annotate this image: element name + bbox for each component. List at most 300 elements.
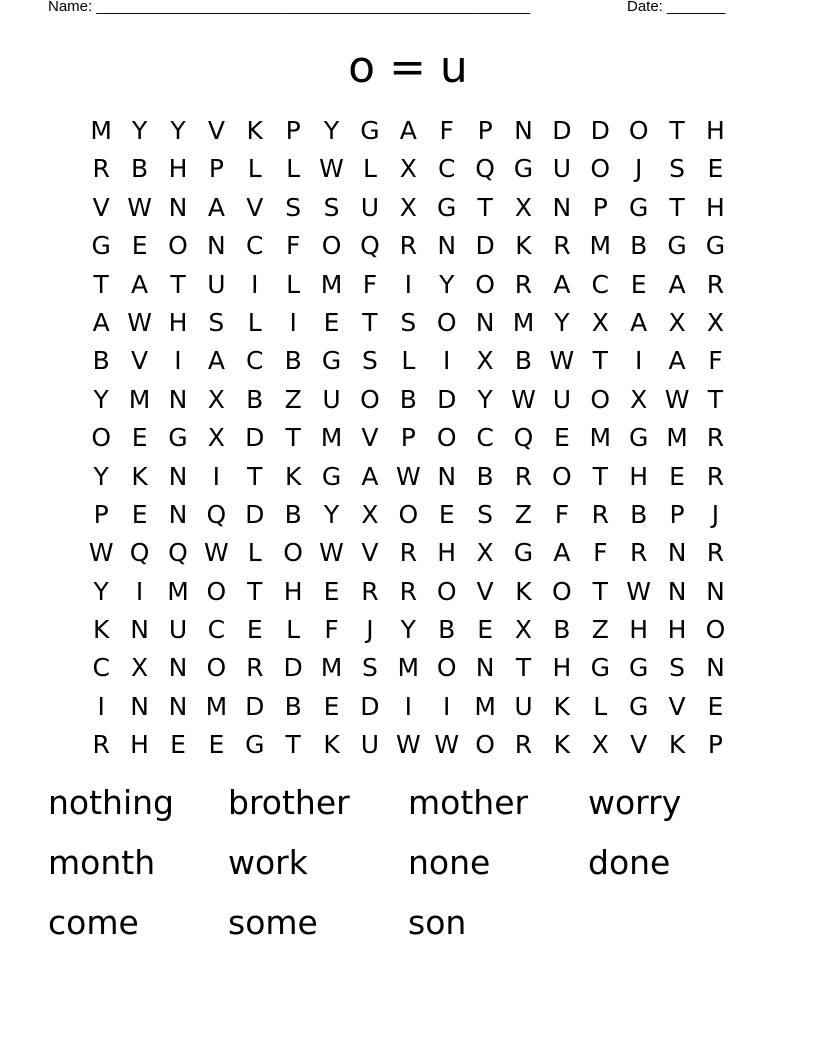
grid-letter: R xyxy=(591,499,609,529)
grid-letter: N xyxy=(552,192,572,222)
grid-letter: O xyxy=(398,499,419,529)
grid-letter: O xyxy=(475,269,495,299)
grid-letter: B xyxy=(630,231,648,261)
grid-letter: L xyxy=(247,307,262,337)
grid-letter: T xyxy=(285,423,301,453)
grid-letter: K xyxy=(515,576,532,606)
grid-letter: V xyxy=(207,116,225,145)
grid-letter: X xyxy=(476,538,494,568)
grid-letter: R xyxy=(246,653,264,683)
grid-letter: A xyxy=(553,269,571,299)
grid-letter: N xyxy=(168,499,188,529)
grid-letter: D xyxy=(283,653,303,683)
grid-letter: P xyxy=(93,499,109,529)
grid-letter: R xyxy=(514,461,533,491)
grid-letter: O xyxy=(206,576,227,606)
grid-letter: F xyxy=(324,615,339,645)
grid-letter: W xyxy=(204,538,229,568)
word-bank-item: work xyxy=(228,843,308,882)
grid-letter: Q xyxy=(513,423,534,453)
grid-letter: P xyxy=(592,192,608,222)
grid-letter: G xyxy=(628,192,649,222)
grid-letter: E xyxy=(553,423,570,453)
grid-row xyxy=(82,534,735,572)
grid-letter: O xyxy=(91,423,112,453)
grid-letter: K xyxy=(131,461,148,491)
grid-letter: O xyxy=(475,730,495,760)
grid-letter: V xyxy=(131,346,149,376)
grid-letter: T xyxy=(592,346,608,376)
grid-letter: A xyxy=(668,346,686,376)
grid-letter: P xyxy=(707,730,723,760)
grid-letter: B xyxy=(284,499,302,529)
grid-row xyxy=(82,112,735,150)
grid-letter: N xyxy=(130,615,149,645)
grid-letter: W xyxy=(88,538,114,568)
date-field-label: Date: _______ xyxy=(627,0,726,15)
grid-letter: T xyxy=(247,461,263,491)
grid-letter: Z xyxy=(514,499,533,529)
grid-letter: C xyxy=(246,231,264,261)
grid-letter: X xyxy=(399,192,417,222)
grid-letter: I xyxy=(634,346,643,376)
grid-row xyxy=(82,419,735,457)
grid-letter: B xyxy=(284,691,302,721)
grid-letter: S xyxy=(285,192,302,222)
grid-letter: T xyxy=(515,653,532,683)
grid-letter: K xyxy=(92,615,110,645)
grid-letter: W xyxy=(127,307,152,337)
grid-letter: H xyxy=(629,461,649,491)
grid-letter: H xyxy=(706,192,725,222)
grid-letter: J xyxy=(711,499,720,529)
grid-letter: L xyxy=(247,538,262,568)
grid-letter: Y xyxy=(323,499,340,529)
grid-letter: E xyxy=(131,423,148,453)
grid-letter: M xyxy=(320,269,343,299)
grid-letter: L xyxy=(593,691,608,721)
grid-letter: T xyxy=(285,730,301,760)
grid-letter: N xyxy=(475,307,495,337)
grid-letter: X xyxy=(706,307,725,337)
grid-letter: I xyxy=(212,461,221,491)
grid-letter: B xyxy=(399,384,417,414)
grid-letter: A xyxy=(207,192,225,222)
grid-letter: Z xyxy=(591,615,609,645)
grid-letter: U xyxy=(552,384,572,414)
grid-letter: D xyxy=(475,231,495,261)
grid-row xyxy=(82,649,735,687)
grid-letter: W xyxy=(127,192,152,222)
grid-letter: X xyxy=(361,499,379,529)
grid-letter: M xyxy=(128,384,151,414)
grid-letter: T xyxy=(669,192,685,222)
grid-letter: K xyxy=(246,116,263,145)
grid-letter: U xyxy=(168,615,188,645)
grid-letter: D xyxy=(245,499,265,529)
word-bank-row xyxy=(48,778,768,838)
grid-letter: G xyxy=(245,730,265,760)
grid-letter: T xyxy=(93,269,109,299)
grid-letter: O xyxy=(590,384,611,414)
grid-letter: N xyxy=(475,653,495,683)
grid-letter: I xyxy=(289,307,297,337)
grid-letter: X xyxy=(591,307,609,337)
grid-row xyxy=(82,227,735,265)
name-field-label: Name: ____________________________________________________ xyxy=(48,0,531,15)
grid-letter: X xyxy=(514,192,533,222)
grid-letter: N xyxy=(168,461,188,491)
grid-letter: G xyxy=(321,461,342,491)
grid-letter: B xyxy=(514,346,533,376)
grid-letter: G xyxy=(590,653,610,683)
grid-letter: R xyxy=(92,154,110,184)
grid-letter: N xyxy=(168,691,188,721)
grid-letter: R xyxy=(629,538,648,568)
grid-letter: F xyxy=(285,231,301,261)
grid-letter: I xyxy=(97,691,105,721)
grid-letter: R xyxy=(706,538,725,568)
grid-row xyxy=(82,573,735,611)
grid-letter: T xyxy=(707,384,724,414)
grid-letter: Y xyxy=(93,461,109,491)
grid-letter: O xyxy=(590,154,611,184)
grid-letter: E xyxy=(170,730,186,760)
word-bank-row xyxy=(48,838,768,898)
grid-letter: S xyxy=(669,653,685,683)
grid-letter: H xyxy=(629,615,649,645)
grid-letter: R xyxy=(92,730,110,760)
grid-letter: T xyxy=(247,576,263,606)
grid-row xyxy=(82,726,735,764)
grid-letter: M xyxy=(320,653,343,683)
grid-row xyxy=(82,496,735,534)
grid-letter: T xyxy=(362,307,378,337)
grid-letter: M xyxy=(90,116,112,145)
grid-letter: E xyxy=(323,691,340,721)
grid-letter: M xyxy=(320,423,343,453)
grid-letter: A xyxy=(361,461,379,491)
grid-letter: F xyxy=(593,538,608,568)
grid-letter: T xyxy=(592,461,608,491)
grid-letter: O xyxy=(283,538,303,568)
grid-letter: O xyxy=(436,653,457,683)
grid-letter: M xyxy=(205,691,228,721)
word-bank xyxy=(48,778,768,958)
grid-letter: D xyxy=(552,116,572,145)
grid-letter: O xyxy=(206,653,227,683)
grid-letter: R xyxy=(706,461,725,491)
grid-letter: X xyxy=(668,307,686,337)
grid-letter: O xyxy=(436,423,457,453)
grid-letter: D xyxy=(245,423,265,453)
grid-letter: V xyxy=(361,423,379,453)
grid-letter: E xyxy=(323,576,340,606)
word-bank-item: nothing xyxy=(48,783,174,822)
grid-letter: Q xyxy=(168,538,188,568)
grid-letter: O xyxy=(552,461,572,491)
grid-letter: Y xyxy=(439,269,455,299)
grid-letter: R xyxy=(706,423,725,453)
grid-letter: X xyxy=(399,154,417,184)
grid-letter: A xyxy=(668,269,686,299)
grid-letter: N xyxy=(207,231,226,261)
grid-letter: N xyxy=(667,538,687,568)
grid-letter: W xyxy=(664,384,690,414)
grid-letter: W xyxy=(395,730,421,760)
grid-letter: H xyxy=(283,576,303,606)
grid-letter: X xyxy=(514,615,533,645)
grid-letter: L xyxy=(401,346,416,376)
grid-letter: Q xyxy=(475,154,495,184)
grid-letter: R xyxy=(399,231,417,261)
grid-letter: O xyxy=(436,576,457,606)
grid-letter: T xyxy=(669,116,685,145)
word-bank-item: son xyxy=(408,903,467,942)
grid-letter: J xyxy=(634,154,643,184)
grid-letter: I xyxy=(404,269,412,299)
word-bank-row xyxy=(48,898,768,958)
page-title: o = u xyxy=(348,42,468,93)
grid-letter: N xyxy=(168,192,188,222)
grid-letter: M xyxy=(474,691,496,721)
word-bank-item: some xyxy=(228,903,318,942)
grid-letter: U xyxy=(207,269,226,299)
grid-letter: R xyxy=(361,576,379,606)
grid-letter: M xyxy=(589,423,612,453)
grid-letter: U xyxy=(360,730,380,760)
grid-letter: O xyxy=(628,116,649,145)
grid-letter: I xyxy=(404,691,412,721)
word-bank-item: brother xyxy=(228,783,350,822)
grid-letter: B xyxy=(553,615,571,645)
grid-letter: O xyxy=(552,576,572,606)
grid-letter: K xyxy=(323,730,340,760)
grid-letter: S xyxy=(361,346,378,376)
grid-letter: B xyxy=(630,499,648,529)
grid-letter: Y xyxy=(131,116,148,145)
grid-letter: V xyxy=(246,192,264,222)
grid-letter: D xyxy=(590,116,610,145)
grid-letter: U xyxy=(552,154,572,184)
word-bank-item: done xyxy=(588,843,671,882)
grid-letter: W xyxy=(549,346,575,376)
grid-letter: G xyxy=(628,691,649,721)
grid-letter: T xyxy=(477,192,493,222)
grid-letter: T xyxy=(592,576,608,606)
grid-letter: D xyxy=(245,691,265,721)
grid-letter: B xyxy=(284,346,302,376)
grid-letter: P xyxy=(477,116,493,145)
grid-letter: X xyxy=(591,730,609,760)
grid-row xyxy=(82,304,735,342)
grid-letter: W xyxy=(395,461,421,491)
grid-letter: W xyxy=(511,384,536,414)
grid-letter: E xyxy=(246,615,263,645)
grid-letter: G xyxy=(91,231,111,261)
grid-letter: P xyxy=(669,499,685,529)
grid-row xyxy=(82,688,735,726)
grid-letter: G xyxy=(628,653,649,683)
grid-letter: E xyxy=(323,307,340,337)
grid-letter: K xyxy=(553,691,571,721)
grid-letter: N xyxy=(168,653,188,683)
grid-letter: N xyxy=(437,231,457,261)
grid-letter: A xyxy=(131,269,149,299)
grid-letter: Y xyxy=(554,307,570,337)
grid-letter: G xyxy=(360,116,380,145)
grid-letter: J xyxy=(366,615,374,645)
grid-letter: I xyxy=(443,691,451,721)
grid-letter: W xyxy=(626,576,652,606)
grid-letter: E xyxy=(131,231,148,261)
grid-letter: H xyxy=(667,615,687,645)
grid-letter: G xyxy=(321,346,342,376)
grid-letter: M xyxy=(666,423,688,453)
grid-letter: B xyxy=(92,346,110,376)
grid-letter: K xyxy=(553,730,571,760)
page-header xyxy=(0,0,816,20)
grid-letter: M xyxy=(589,231,612,261)
grid-letter: O xyxy=(321,231,342,261)
grid-letter: S xyxy=(669,154,685,184)
grid-row xyxy=(82,189,735,227)
grid-letter: X xyxy=(131,653,149,683)
grid-letter: X xyxy=(476,346,494,376)
grid-row xyxy=(82,266,735,304)
grid-letter: O xyxy=(436,307,457,337)
grid-letter: Y xyxy=(170,116,186,145)
grid-letter: Q xyxy=(360,231,380,261)
grid-letter: V xyxy=(92,192,110,222)
grid-letter: G xyxy=(705,231,726,261)
grid-letter: B xyxy=(438,615,456,645)
grid-letter: G xyxy=(513,538,534,568)
grid-letter: A xyxy=(553,538,571,568)
grid-letter: A xyxy=(92,307,110,337)
grid-letter: Y xyxy=(400,615,416,645)
grid-letter: P xyxy=(400,423,416,453)
grid-letter: R xyxy=(514,269,533,299)
grid-letter: V xyxy=(361,538,379,568)
grid-letter: N xyxy=(706,576,725,606)
grid-letter: E xyxy=(131,499,148,529)
grid-letter: G xyxy=(667,231,687,261)
grid-letter: C xyxy=(246,346,264,376)
grid-letter: L xyxy=(247,154,262,184)
grid-letter: E xyxy=(630,269,647,299)
grid-letter: E xyxy=(669,461,685,491)
grid-letter: K xyxy=(284,461,302,491)
grid-row xyxy=(82,381,735,419)
grid-letter: A xyxy=(399,116,417,145)
grid-letter: E xyxy=(707,691,724,721)
grid-letter: O xyxy=(168,231,188,261)
grid-letter: N xyxy=(667,576,687,606)
word-search-grid xyxy=(82,112,735,765)
grid-letter: V xyxy=(630,730,648,760)
grid-letter: Q xyxy=(206,499,227,529)
grid-letter: X xyxy=(207,423,225,453)
grid-letter: Y xyxy=(93,384,109,414)
grid-letter: S xyxy=(400,307,417,337)
grid-letter: S xyxy=(361,653,378,683)
grid-letter: F xyxy=(554,499,570,529)
grid-letter: R xyxy=(399,538,417,568)
grid-letter: D xyxy=(437,384,457,414)
grid-letter: R xyxy=(514,730,533,760)
grid-letter: C xyxy=(207,615,226,645)
grid-letter: V xyxy=(476,576,494,606)
grid-letter: H xyxy=(168,307,188,337)
grid-letter: B xyxy=(476,461,494,491)
grid-letter: L xyxy=(286,615,301,645)
grid-letter: H xyxy=(706,116,725,145)
grid-letter: X xyxy=(630,384,648,414)
grid-letter: K xyxy=(515,231,532,261)
grid-letter: E xyxy=(208,730,225,760)
grid-letter: I xyxy=(174,346,182,376)
grid-letter: K xyxy=(668,730,686,760)
grid-letter: D xyxy=(360,691,380,721)
grid-letter: N xyxy=(130,691,149,721)
grid-letter: R xyxy=(553,231,571,261)
grid-letter: H xyxy=(130,730,149,760)
grid-letter: N xyxy=(437,461,457,491)
grid-letter: M xyxy=(512,307,535,337)
word-bank-item: come xyxy=(48,903,139,942)
grid-letter: N xyxy=(168,384,188,414)
word-bank-item: mother xyxy=(408,783,529,822)
grid-letter: B xyxy=(246,384,264,414)
grid-letter: G xyxy=(168,423,188,453)
grid-letter: O xyxy=(705,615,726,645)
grid-letter: F xyxy=(362,269,378,299)
grid-letter: G xyxy=(513,154,534,184)
grid-letter: C xyxy=(591,269,609,299)
grid-letter: E xyxy=(707,154,724,184)
grid-letter: G xyxy=(437,192,457,222)
grid-letter: U xyxy=(322,384,341,414)
grid-letter: P xyxy=(208,154,224,184)
grid-letter: S xyxy=(323,192,340,222)
grid-letter: S xyxy=(208,307,225,337)
grid-letter: Y xyxy=(93,576,109,606)
grid-letter: G xyxy=(628,423,649,453)
grid-letter: I xyxy=(135,576,144,606)
grid-letter: F xyxy=(708,346,723,376)
grid-letter: B xyxy=(131,154,149,184)
grid-row xyxy=(82,150,735,188)
grid-letter: C xyxy=(437,154,456,184)
grid-letter: M xyxy=(397,653,420,683)
grid-row xyxy=(82,342,735,380)
grid-letter: C xyxy=(476,423,494,453)
grid-row xyxy=(82,611,735,649)
grid-letter: L xyxy=(286,154,301,184)
grid-letter: P xyxy=(285,116,301,145)
grid-letter: T xyxy=(170,269,186,299)
grid-letter: O xyxy=(360,384,380,414)
grid-letter: E xyxy=(438,499,455,529)
grid-letter: Q xyxy=(129,538,150,568)
word-bank-item: none xyxy=(408,843,491,882)
grid-letter: W xyxy=(434,730,460,760)
grid-letter: N xyxy=(514,116,533,145)
grid-letter: X xyxy=(207,384,225,414)
grid-letter: A xyxy=(630,307,648,337)
grid-letter: R xyxy=(399,576,417,606)
